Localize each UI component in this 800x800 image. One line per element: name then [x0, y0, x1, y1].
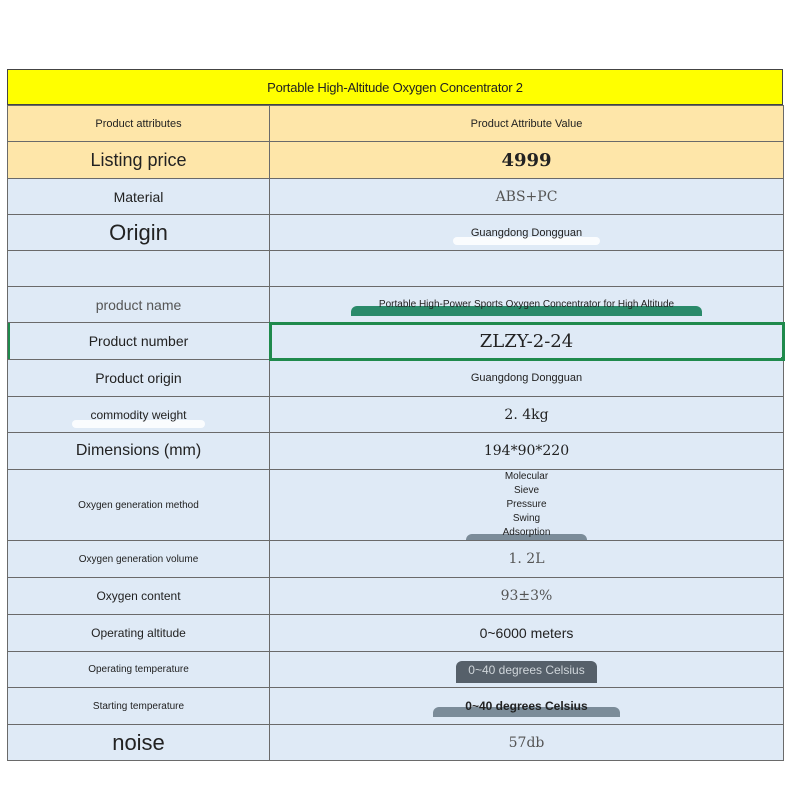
- attr-cell[interactable]: product name: [8, 287, 270, 323]
- attr-cell[interactable]: [8, 251, 270, 287]
- table-row: [8, 541, 784, 578]
- attr-cell[interactable]: Listing price: [8, 142, 270, 179]
- attr-cell[interactable]: Dimensions (mm): [8, 433, 270, 470]
- value-cell[interactable]: 57db: [270, 725, 784, 761]
- table-row: [8, 578, 784, 615]
- attr-cell[interactable]: Origin: [8, 215, 270, 251]
- value-cell[interactable]: 93±3%: [270, 578, 784, 615]
- value-cell[interactable]: Portable High-Power Sports Oxygen Concentrator for High Altitude: [270, 287, 784, 323]
- attr-cell[interactable]: Oxygen generation volume: [8, 541, 270, 578]
- table-row: [8, 287, 784, 323]
- attr-cell[interactable]: Operating temperature: [8, 652, 270, 688]
- value-cell[interactable]: 0~40 degrees Celsius: [270, 652, 784, 688]
- attributes-table: [7, 105, 784, 761]
- table-row: [8, 215, 784, 251]
- attr-cell[interactable]: Product number: [8, 323, 270, 360]
- attr-cell[interactable]: Operating altitude: [8, 615, 270, 652]
- table-row: [8, 652, 784, 688]
- header-row: [8, 106, 784, 142]
- table-title-cell[interactable]: [7, 69, 783, 105]
- attr-cell[interactable]: Starting temperature: [8, 688, 270, 725]
- spreadsheet: [7, 69, 783, 761]
- attr-cell[interactable]: Oxygen generation method: [8, 470, 270, 541]
- selected-value-cell[interactable]: ZLZY-2-24: [270, 323, 784, 360]
- table-row: [8, 615, 784, 652]
- attr-cell[interactable]: noise: [8, 725, 270, 761]
- attr-cell[interactable]: commodity weight: [8, 397, 270, 433]
- value-cell[interactable]: 194*90*220: [270, 433, 784, 470]
- value-cell[interactable]: Guangdong Dongguan: [270, 360, 784, 397]
- value-cell[interactable]: 1. 2L: [270, 541, 784, 578]
- value-cell[interactable]: 2. 4kg: [270, 397, 784, 433]
- header-cell-attributes[interactable]: Product attributes: [8, 106, 270, 142]
- table-title: Portable High-Altitude Oxygen Concentrator 2: [267, 79, 523, 95]
- fill-handle[interactable]: [781, 357, 784, 360]
- attr-cell[interactable]: Oxygen content: [8, 578, 270, 615]
- value-cell[interactable]: Guangdong Dongguan: [270, 215, 784, 251]
- value-cell[interactable]: ABS+PC: [270, 179, 784, 215]
- table-row: [8, 688, 784, 725]
- value-cell[interactable]: Molecular Sieve Pressure Swing Adsorption: [270, 470, 784, 541]
- value-cell[interactable]: [270, 251, 784, 287]
- table-row: [8, 470, 784, 541]
- table-row: [8, 179, 784, 215]
- table-row: [8, 323, 784, 360]
- table-row: [8, 433, 784, 470]
- attr-cell[interactable]: Material: [8, 179, 270, 215]
- header-cell-values[interactable]: Product Attribute Value: [270, 106, 784, 142]
- table-row: [8, 142, 784, 179]
- value-cell[interactable]: 0~40 degrees Celsius: [270, 688, 784, 725]
- attr-cell[interactable]: Product origin: [8, 360, 270, 397]
- table-row: [8, 251, 784, 287]
- value-cell[interactable]: 0~6000 meters: [270, 615, 784, 652]
- value-cell[interactable]: 4999: [270, 142, 784, 179]
- table-row: [8, 397, 784, 433]
- table-row: [8, 725, 784, 761]
- table-row: [8, 360, 784, 397]
